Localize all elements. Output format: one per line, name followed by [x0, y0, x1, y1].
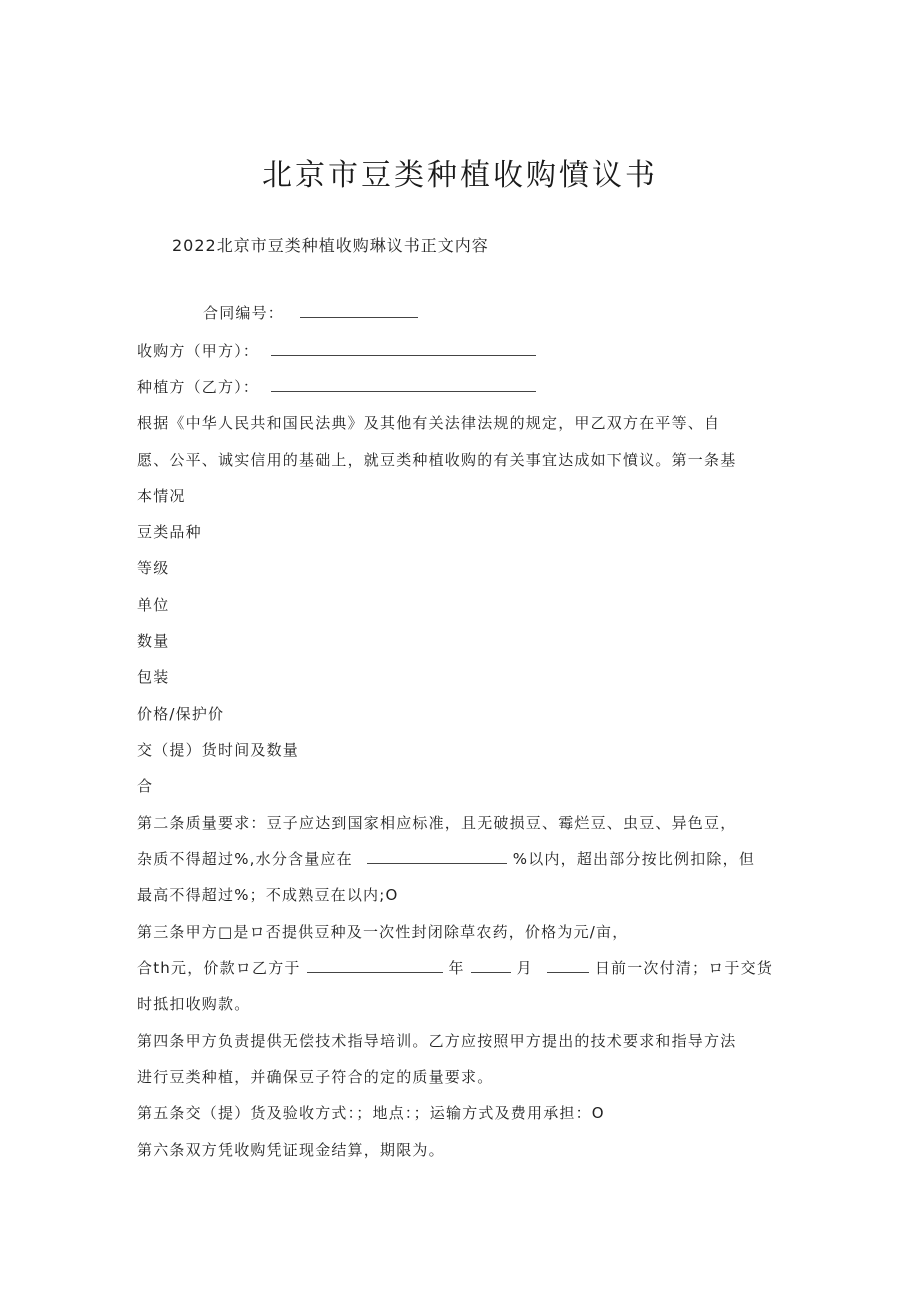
- document-subtitle: 2022北京市豆类种植收购琳议书正文内容: [172, 236, 489, 255]
- table-row-grade: 等级: [137, 559, 170, 577]
- month-blank: [471, 958, 511, 973]
- table-row-packaging: 包装: [137, 668, 170, 686]
- buyer-label: 收购方（甲方）：: [137, 342, 260, 360]
- grower-line: [137, 376, 536, 397]
- article-2-line-3: 最高不得超过%；不成熟豆在以内;O: [137, 886, 399, 904]
- intro-line-3: 本情况: [137, 487, 186, 505]
- article-3-line-1: 第三条甲方□是ロ否提供豆种及一次性封闭除草农药，价格为元/亩，: [137, 923, 629, 941]
- article-2-text-a: 杂质不得超过%,水分含量应在: [137, 850, 353, 868]
- payment-party-blank: [307, 958, 443, 973]
- buyer-blank: [271, 341, 536, 356]
- table-row-variety: 豆类品种: [137, 523, 202, 541]
- article-4-line-1: 第四条甲方负责提供无偿技术指导培训。乙方应按照甲方提出的技术要求和指导方法: [137, 1032, 737, 1050]
- article-5-line: 第五条交（提）货及验收方式：；地点：；运输方式及费用承担：O: [137, 1104, 605, 1122]
- table-row-unit: 单位: [137, 596, 170, 614]
- buyer-line: [137, 340, 536, 361]
- article-3-text-d: 日前一次付清；ロ于交货: [594, 959, 774, 977]
- contract-number-label: 合同编号：: [203, 304, 285, 322]
- grower-blank: [271, 377, 536, 392]
- article-2-text-b: %以内，超出部分按比例扣除，但: [512, 850, 756, 868]
- day-blank: [547, 958, 589, 973]
- contract-number-blank: [300, 303, 418, 318]
- article-2-line-2: [137, 848, 755, 869]
- contract-number-line: [203, 302, 418, 323]
- article-4-line-2: 进行豆类种植，并确保豆子符合的定的质量要求。: [137, 1068, 494, 1086]
- article-2-line-1: 第二条质量要求：豆子应达到国家相应标准，且无破损豆、霉烂豆、虫豆、异色豆，: [137, 814, 737, 832]
- document-title: 北京市豆类种植收购憤议书: [262, 158, 658, 193]
- moisture-blank: [367, 849, 507, 864]
- article-3-line-2: [137, 957, 773, 978]
- article-3-line-3: 时抵扣收购款。: [137, 995, 251, 1013]
- article-3-year: 年: [448, 959, 465, 977]
- table-row-quantity: 数量: [137, 632, 170, 650]
- table-row-delivery: 交（提）货时间及数量: [137, 741, 300, 759]
- intro-line-2: 愿、公平、诚实信用的基础上，就豆类种植收购的有关事宜达成如下憤议。第一条基: [137, 451, 737, 469]
- table-row-total: 合: [137, 777, 154, 795]
- article-3-text-a: 合th元，价款ロ乙方于: [137, 959, 301, 977]
- intro-line-1: 根据《中华人民共和国民法典》及其他有关法律法规的规定，甲乙双方在平等、自: [137, 414, 721, 432]
- article-6-line: 第六条双方凭收购凭证现金结算，期限为。: [137, 1141, 445, 1159]
- article-3-month: 月: [516, 959, 533, 977]
- table-row-price: 价格/保护价: [137, 705, 225, 723]
- grower-label: 种植方（乙方）：: [137, 378, 260, 396]
